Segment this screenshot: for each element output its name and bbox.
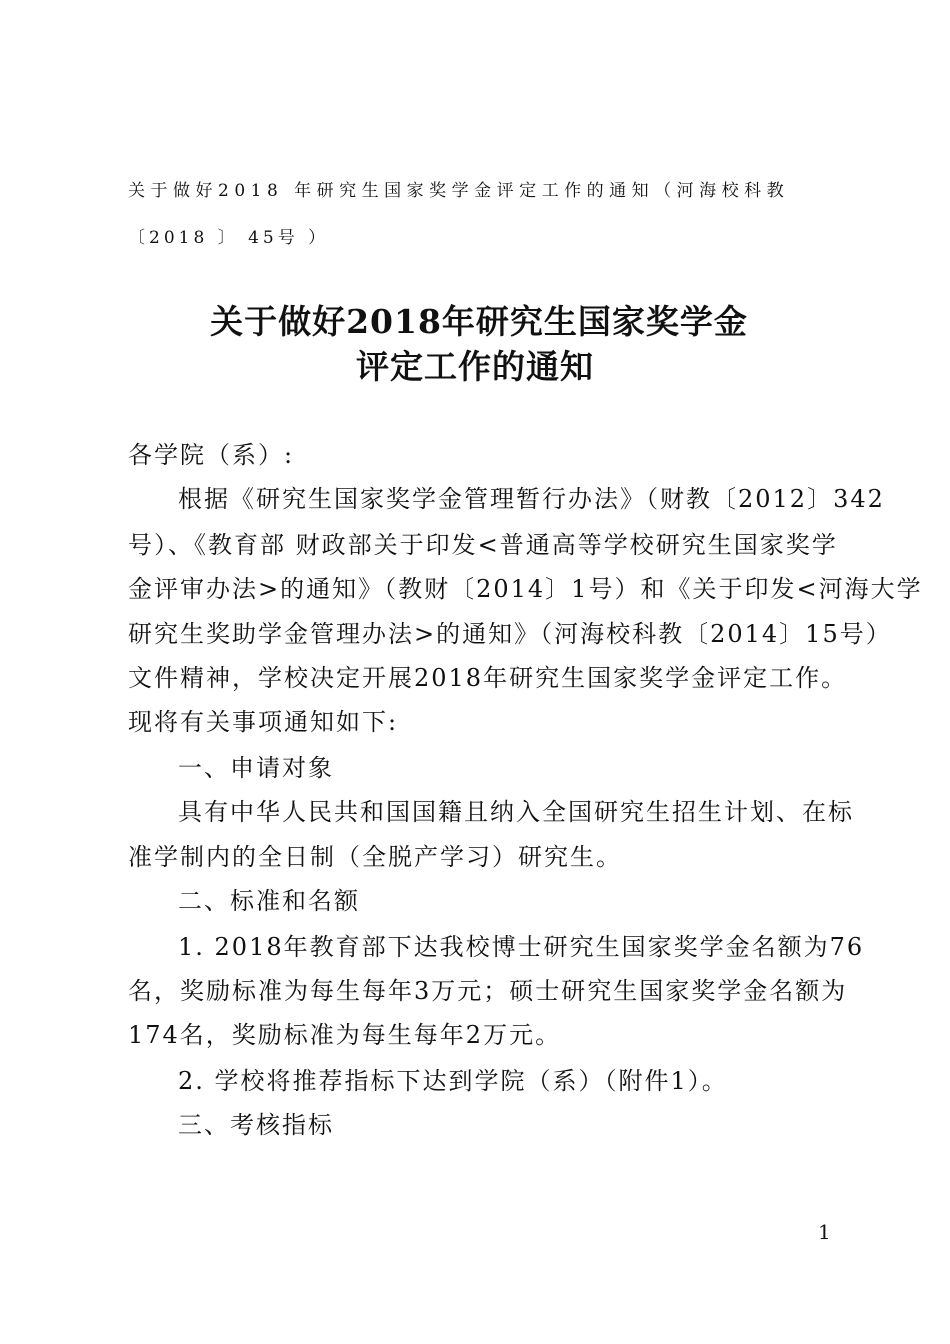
paragraph-line: 174名，奖励标准为每生每年2万元。 [128, 1021, 562, 1049]
paragraph-line: 名，奖励标准为每生每年3万元；硕士研究生国家奖学金名额为 [128, 977, 848, 1005]
paragraph-line: 现将有关事项通知如下: [128, 708, 399, 736]
paragraph-line: 准学制内的全日制（全脱产学习）研究生。 [128, 843, 622, 871]
salutation: 各学院（系）: [128, 441, 295, 469]
header-line-1: 关于做好2018 年研究生国家奖学金评定工作的通知（河海校科教 [128, 181, 790, 201]
section-heading-criteria: 三、考核指标 [178, 1111, 334, 1139]
section-heading-quota: 二、标准和名额 [178, 887, 360, 915]
paragraph-line: 研究生奖助学金管理办法>的通知》（河海校科教〔2014〕15号） [128, 620, 892, 648]
paragraph-line: 文件精神，学校决定开展2018年研究生国家奖学金评定工作。 [128, 664, 848, 692]
paragraph-line: 1. 2018年教育部下达我校博士研究生国家奖学金名额为76 [178, 933, 865, 961]
paragraph-quota-item-2: 2. 学校将推荐指标下达到学院（系）（附件1）。 [178, 1067, 728, 1095]
paragraph-line: 根据《研究生国家奖学金管理暂行办法》（财教〔2012〕342 [178, 485, 885, 513]
paragraph-line: 号）、《教育部 财政部关于印发<普通高等学校研究生国家奖学 [128, 531, 838, 559]
paragraph-line: 具有中华人民共和国国籍且纳入全国研究生招生计划、在标 [178, 798, 854, 826]
page-number: 1 [818, 1220, 831, 1244]
title-line-2: 评定工作的通知 [356, 347, 594, 386]
section-heading-applicants: 一、申请对象 [178, 754, 334, 782]
header-line-2: 〔2018 〕 45号 ） [128, 228, 330, 248]
title-line-1: 关于做好2018年研究生国家奖学金 [210, 302, 748, 341]
paragraph-line: 金评审办法>的通知》（教财〔2014〕1号）和《关于印发<河海大学 [128, 575, 923, 603]
